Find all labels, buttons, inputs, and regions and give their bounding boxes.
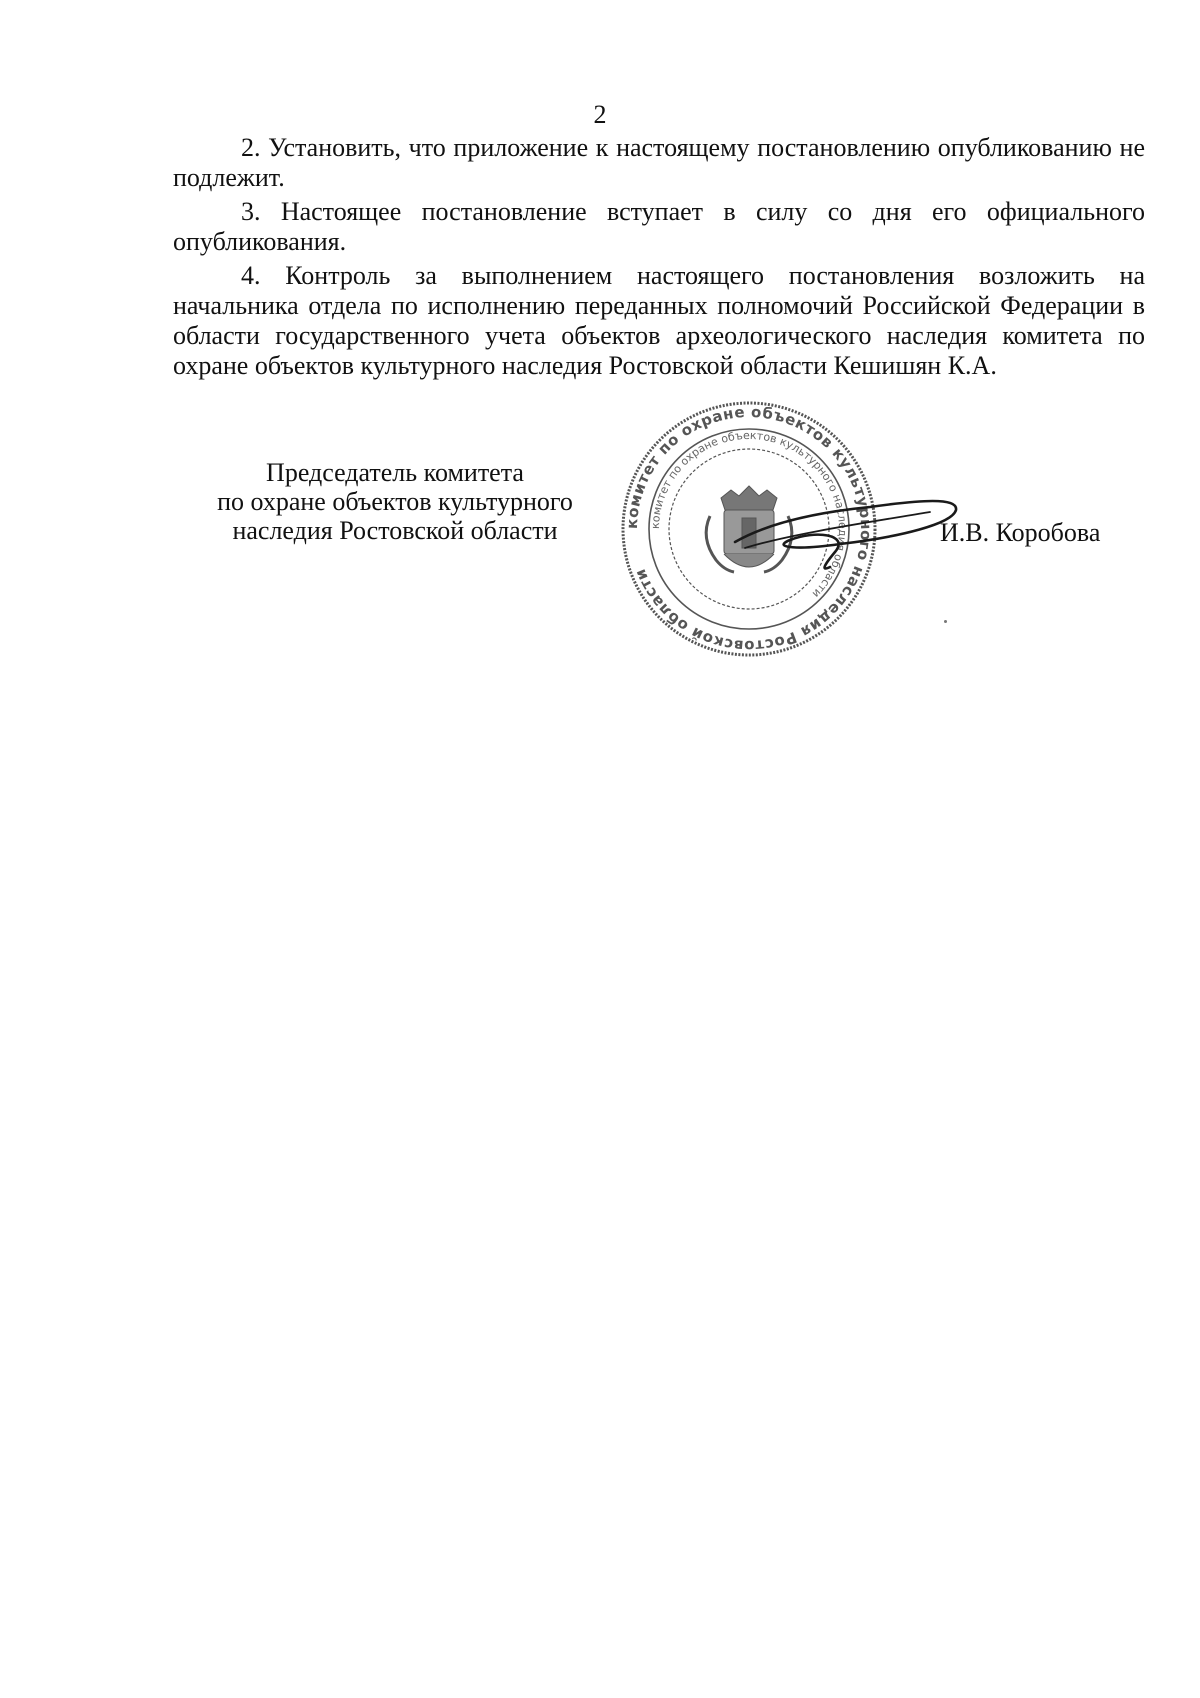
- signatory-title: [170, 458, 620, 545]
- paragraph-4: 4. Контроль за выполнением настоящего постановления возложить на начальника отдела по исполнению переданных полномочий Российской Федерации в области государственного учета объектов археологического наследия комитета по охране объектов культурного наследия Ростовской области Кешишян К.А.: [173, 261, 1145, 380]
- paragraph-3: 3. Настоящее постановление вступает в силу со дня его официального опубликования.: [173, 197, 1145, 256]
- signatory-title-line-1: Председатель комитета: [266, 458, 524, 487]
- signatory-title-line-2: по охране объектов культурного: [217, 487, 573, 516]
- page-number: 2: [593, 100, 607, 129]
- signatory-name: И.В. Коробова: [940, 518, 1101, 547]
- stray-mark: [944, 620, 947, 623]
- paragraph-2: 2. Установить, что приложение к настоящему постановлению опубликованию не подлежит.: [173, 133, 1145, 192]
- seal-outer-text: комитет по охране объектов культурного наследия Ростовской области: [622, 402, 876, 656]
- signatory-title-line-3: наследия Ростовской области: [232, 516, 558, 545]
- document-body: [173, 133, 1145, 385]
- seal-inner-text: комитет по охране объектов культурного наследия области: [648, 428, 850, 601]
- handwritten-signature-icon: [730, 482, 960, 582]
